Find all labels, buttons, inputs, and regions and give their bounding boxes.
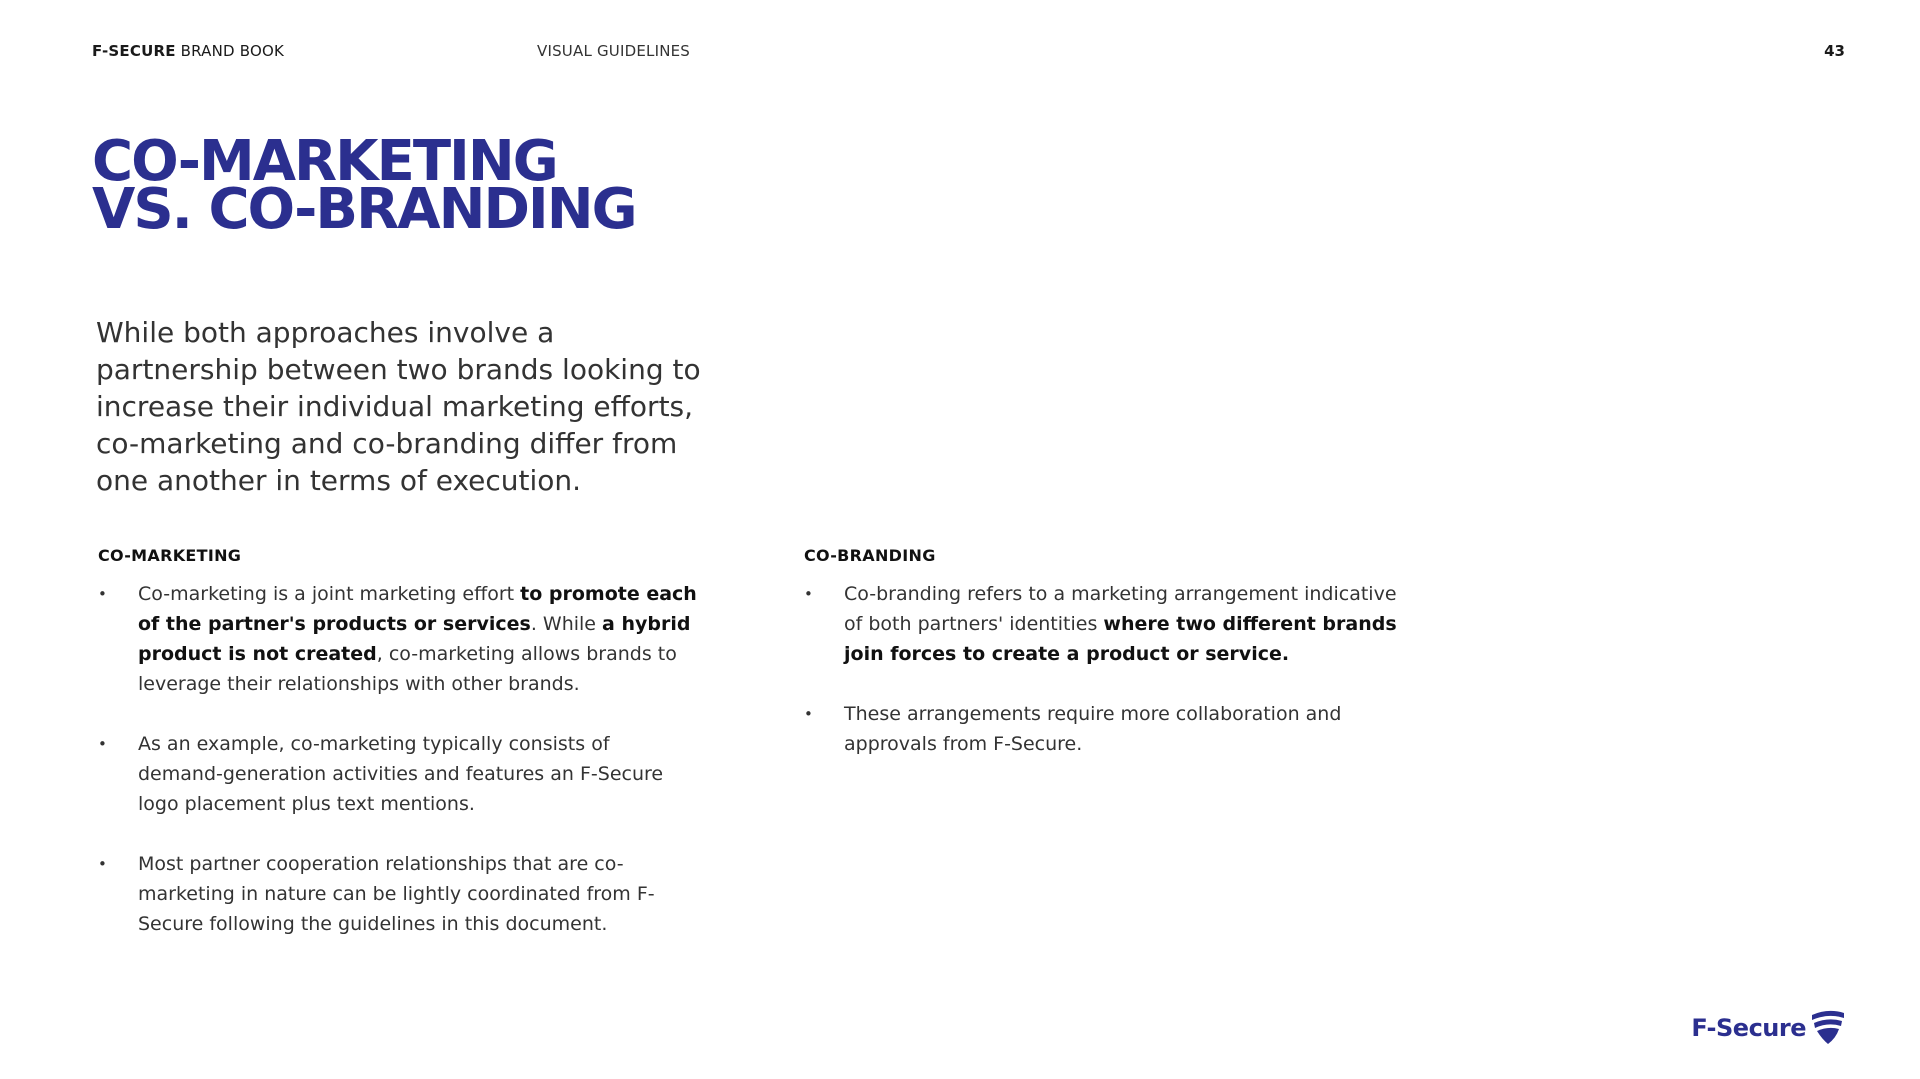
item-text: Most partner cooperation relationships that are co-marketing in nature can be lightly coordinated from F-Secure following the guidelines in this document.: [138, 853, 655, 935]
item-text: . While: [530, 613, 603, 635]
page-number: 43: [1824, 42, 1845, 60]
bullet-icon: •: [804, 585, 813, 603]
item-text: As an example, co-marketing typically consists of demand-generation activities and features an F-Secure logo placement plus text mentions.: [138, 733, 664, 815]
list-item: [804, 699, 1404, 759]
co-branding-list: [804, 579, 1404, 759]
bullet-icon: •: [98, 735, 107, 753]
list-item: [98, 729, 698, 819]
page-title-line-2: VS. CO-BRANDING: [92, 177, 636, 242]
item-text: , co-marketing allows brands to leverage their relationships with other brands.: [138, 643, 677, 695]
item-bold-text: a hybrid product is not created: [138, 613, 691, 665]
page-title-line-1: CO-MARKETING: [92, 129, 557, 194]
header-brand-rest: BRAND BOOK: [175, 42, 285, 60]
intro-paragraph: While both approaches involve a partnership between two brands looking to increase their individual marketing efforts, co-marketing and co-branding differ from one another in terms of execution.: [96, 316, 701, 497]
list-item: [804, 579, 1404, 669]
co-marketing-list: [98, 579, 698, 939]
item-bold-text: to promote each of the partner's products or services: [138, 583, 697, 635]
logo-text: F-Secure: [1691, 1014, 1806, 1042]
item-text: These arrangements require more collaboration and approvals from F-Secure.: [844, 703, 1342, 755]
f-secure-logo: [1691, 1009, 1848, 1047]
f-secure-shield-icon: [1808, 1009, 1848, 1047]
co-marketing-section: [98, 546, 698, 969]
header-brand-label: [92, 42, 284, 60]
list-item: [98, 849, 698, 939]
co-branding-heading: CO-BRANDING: [804, 546, 936, 565]
bullet-icon: •: [98, 585, 107, 603]
item-text: Co-branding refers to a marketing arrangement indicative of both partners' identities: [844, 583, 1397, 635]
header-section-label: VISUAL GUIDELINES: [537, 42, 691, 60]
list-item: [98, 579, 698, 699]
item-bold-text: where two different brands join forces to create a product or service.: [844, 613, 1397, 665]
co-branding-section: [804, 546, 1404, 789]
header-brand-bold: F-SECURE: [92, 42, 176, 60]
bullet-icon: •: [98, 855, 107, 873]
page-title: [92, 129, 636, 242]
co-marketing-heading: CO-MARKETING: [98, 546, 242, 565]
bullet-icon: •: [804, 705, 813, 723]
item-text: Co-marketing is a joint marketing effort: [138, 583, 521, 605]
